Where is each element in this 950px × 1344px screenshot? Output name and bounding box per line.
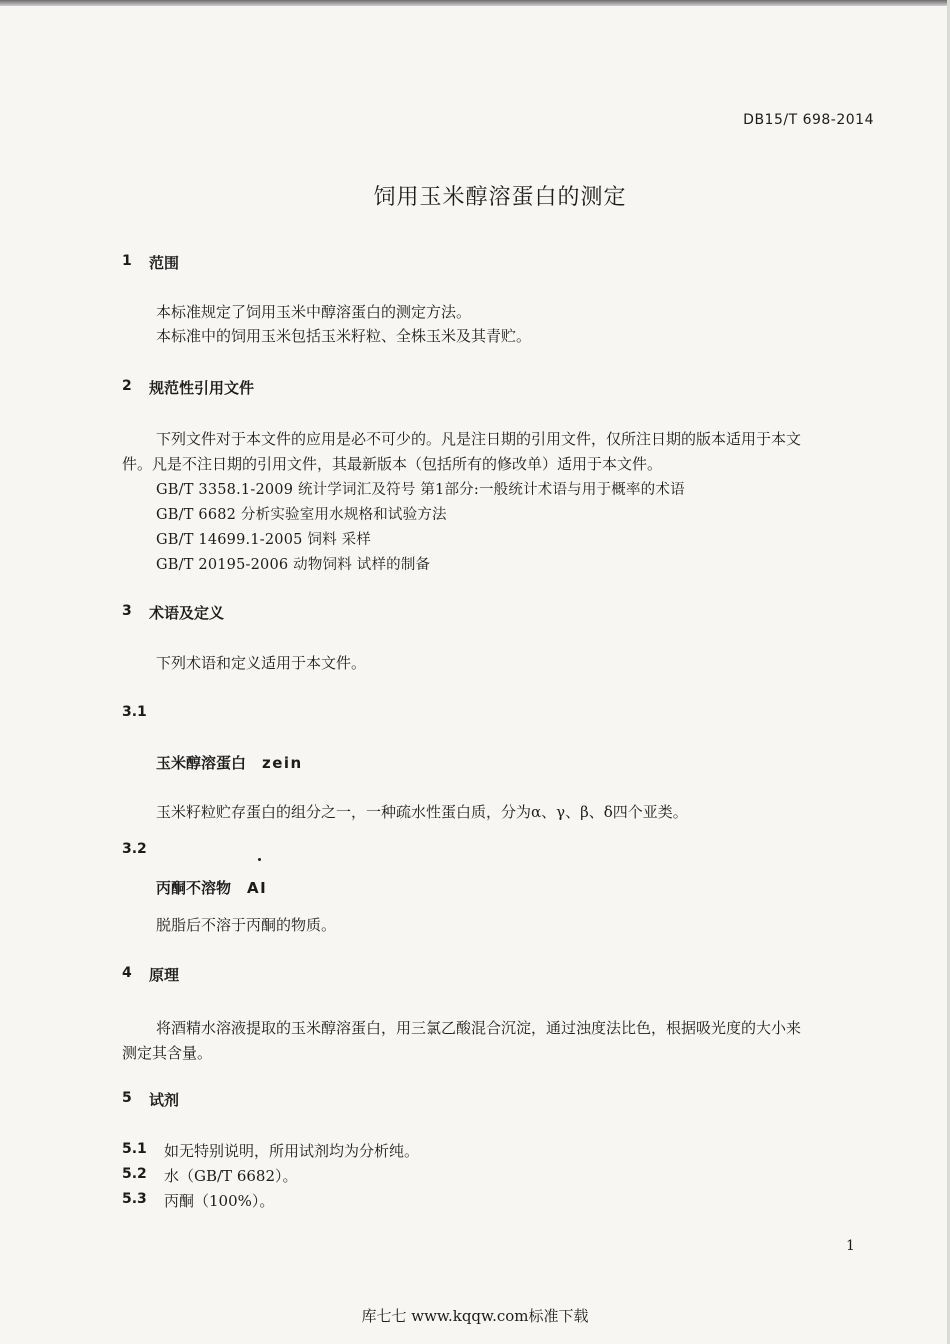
term-3-2-number: 3.2 — [122, 841, 147, 857]
term-3-1 — [156, 752, 303, 773]
section-4-line-2: 测定其含量。 — [122, 1044, 213, 1062]
term-3-1-number: 3.1 — [122, 704, 147, 720]
section-1-number: 1 — [122, 253, 132, 269]
reference-item: GB/T 6682 分析实验室用水规格和试验方法 — [156, 507, 447, 523]
section-3-intro: 下列术语和定义适用于本文件。 — [156, 654, 367, 672]
reference-item: GB/T 14699.1-2005 饲料 采样 — [156, 532, 371, 548]
reagent-text: 如无特别说明，所用试剂均为分析纯。 — [164, 1142, 420, 1160]
term-3-1-zh: 玉米醇溶蛋白 — [156, 754, 247, 772]
section-4-number: 4 — [122, 965, 132, 981]
section-1-para-2: 本标准中的饲用玉米包括玉米籽粒、全株玉米及其青贮。 — [156, 327, 532, 345]
document-number: DB15/T 698-2014 — [743, 112, 874, 128]
reagent-number: 5.3 — [122, 1191, 147, 1207]
term-3-2-en: AI — [247, 879, 268, 897]
term-3-2 — [156, 877, 267, 898]
term-3-1-en: zein — [262, 754, 303, 772]
term-3-2-zh: 丙酮不溶物 — [156, 879, 232, 897]
section-1-para-1: 本标准规定了饲用玉米中醇溶蛋白的测定方法。 — [156, 303, 472, 321]
reagent-text: 丙酮（100%）。 — [164, 1192, 275, 1210]
reference-item: GB/T 20195-2006 动物饲料 试样的制备 — [156, 557, 431, 573]
section-2-number: 2 — [122, 378, 132, 394]
section-4-title: 原理 — [149, 966, 180, 984]
reagent-text: 水（GB/T 6682）。 — [164, 1167, 298, 1185]
section-2-intro-line-1: 下列文件对于本文件的应用是必不可少的。凡是注日期的引用文件，仅所注日期的版本适用于本文 — [156, 430, 802, 448]
page-title: 饲用玉米醇溶蛋白的测定 — [373, 185, 627, 210]
section-3-number: 3 — [122, 603, 132, 619]
section-3-title: 术语及定义 — [149, 604, 225, 622]
section-1-title: 范围 — [149, 254, 180, 272]
section-2-title: 规范性引用文件 — [149, 379, 255, 397]
scan-speck — [258, 858, 261, 861]
page-number: 1 — [846, 1238, 855, 1254]
section-5-title: 试剂 — [149, 1091, 180, 1109]
section-2-intro-line-2: 件。凡是不注日期的引用文件，其最新版本（包括所有的修改单）适用于本文件。 — [122, 455, 663, 473]
term-3-1-definition: 玉米籽粒贮存蛋白的组分之一，一种疏水性蛋白质，分为α、γ、β、δ四个亚类。 — [156, 803, 688, 821]
section-5-number: 5 — [122, 1090, 132, 1106]
reagent-number: 5.1 — [122, 1141, 147, 1157]
footer-watermark: 库七七 www.kqqw.com标准下载 — [361, 1307, 589, 1325]
reference-item: GB/T 3358.1-2009 统计学词汇及符号 第1部分:一般统计术语与用于概率的术语 — [156, 482, 685, 498]
section-4-line-1: 将酒精水溶液提取的玉米醇溶蛋白，用三氯乙酸混合沉淀，通过浊度法比色，根据吸光度的大小来 — [156, 1019, 802, 1037]
reagent-number: 5.2 — [122, 1166, 147, 1182]
scan-top-edge — [0, 0, 950, 6]
term-3-2-definition: 脱脂后不溶于丙酮的物质。 — [156, 916, 337, 934]
